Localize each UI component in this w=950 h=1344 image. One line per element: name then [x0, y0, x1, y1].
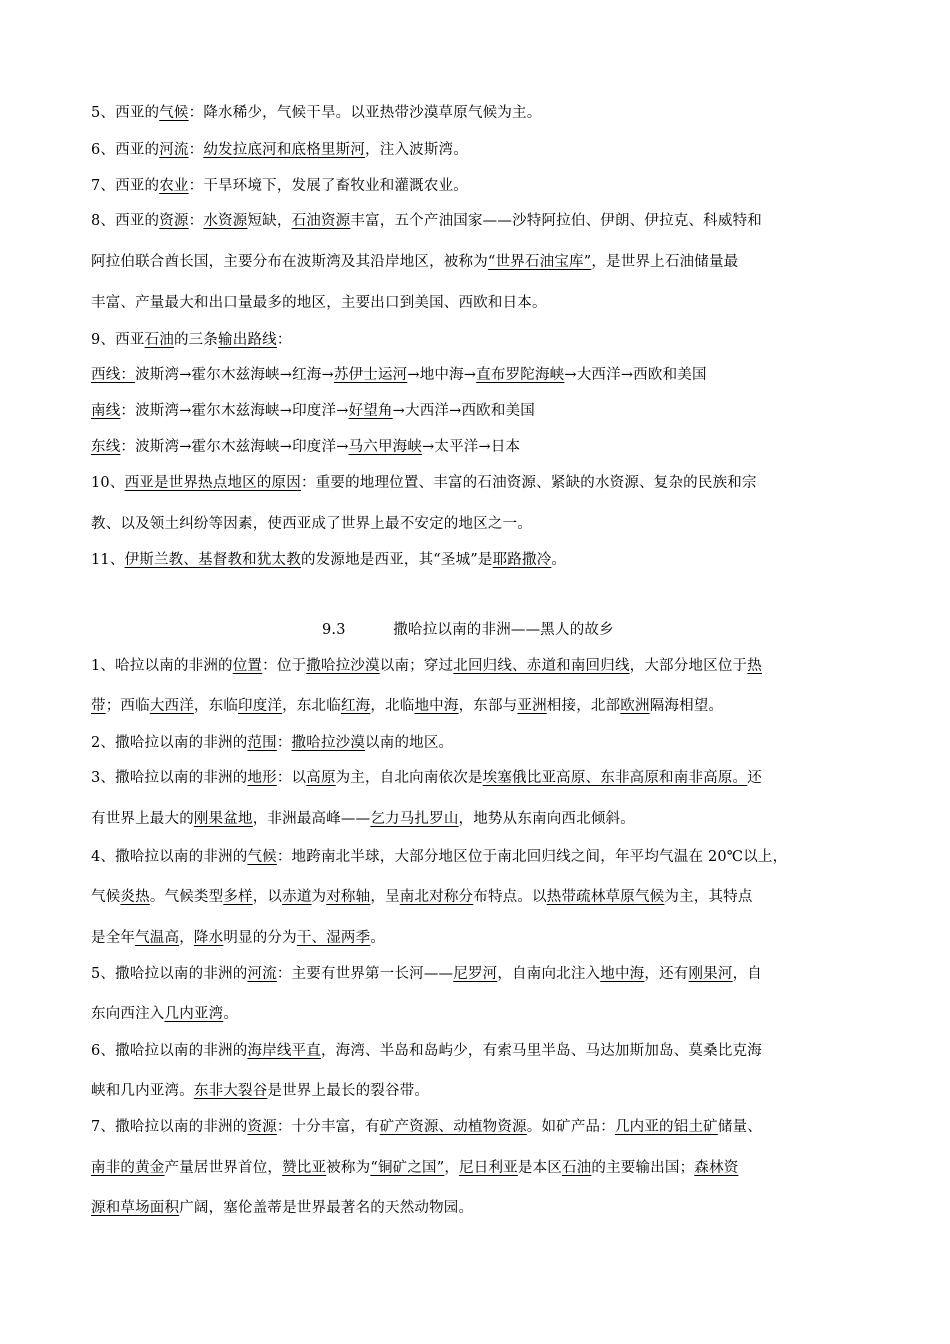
text-line: [91, 733, 871, 753]
key-term: 带: [91, 698, 106, 714]
text-line: [91, 550, 871, 570]
key-term: 海岸线平直: [247, 1043, 321, 1059]
text-run: 波斯湾→霍尔木兹海峡→红海→: [135, 367, 334, 383]
text-run: 布特点。以: [473, 889, 547, 905]
key-term: 伊斯兰教、基督教和犹太教: [124, 552, 301, 568]
key-term: 赞比亚: [282, 1160, 327, 1176]
key-term: 输出路线: [218, 332, 277, 348]
text-run: 8、西亚的: [91, 213, 160, 229]
text-run: ：: [276, 332, 292, 348]
text-run: 广阔，塞伦盖蒂是世界最著名的天然动物园。: [179, 1200, 474, 1216]
text-run: 以南；穿过: [379, 658, 454, 674]
text-run: 。: [551, 552, 567, 568]
key-term: 耶路撒冷: [492, 552, 552, 568]
key-term: 降水: [193, 930, 224, 946]
text-line: [91, 1198, 871, 1218]
key-term: 南非的黄金: [91, 1160, 165, 1176]
key-term: 河流: [159, 142, 189, 158]
text-run: 3、撒哈拉以南的非洲的: [91, 770, 248, 786]
key-term: 尼罗河: [453, 966, 498, 982]
text-run: ，注入波斯湾。: [365, 142, 468, 158]
key-term: 水资源: [203, 213, 248, 229]
text-run: ：: [188, 213, 204, 229]
text-run: ：: [276, 735, 292, 751]
text-run: 气候: [91, 889, 121, 905]
text-line: [91, 473, 871, 493]
text-run: 是世界上最长的裂谷带。: [267, 1083, 430, 1099]
text-run: 阿拉伯联合酋长国，主要分布在波斯湾及其沿岸地区，被称为: [91, 254, 488, 270]
text-run: 。: [370, 930, 386, 946]
text-run: →地中海→: [407, 367, 477, 383]
key-term: 河流: [247, 966, 277, 982]
key-term: 资源: [159, 213, 189, 229]
key-term: 南北对称分: [399, 889, 474, 905]
text-run: 6、西亚的: [91, 142, 160, 158]
text-line: [91, 1004, 871, 1024]
text-run: ：: [188, 142, 204, 158]
text-line: [91, 103, 871, 123]
key-term: 石油资源: [291, 213, 351, 229]
text-run: ，海湾、半岛和岛屿少，有索马里半岛、马达加斯加岛、莫桑比克海: [320, 1043, 762, 1059]
text-run: ：主要有世界第一长河——: [276, 966, 454, 982]
text-line: [91, 887, 871, 907]
key-term: 乞力马扎罗山: [370, 811, 459, 827]
key-term: 西亚是世界热点地区的原因: [124, 475, 301, 491]
key-term: 直布罗陀海峡: [476, 367, 565, 383]
key-term: 源和草场面积: [91, 1200, 180, 1216]
key-term: 东线: [91, 439, 121, 455]
text-line: [91, 964, 871, 984]
text-run: ：位于: [262, 658, 307, 674]
section-number: 9.3: [322, 622, 346, 638]
text-line: [91, 252, 871, 272]
text-run: 为主，其特点: [664, 889, 753, 905]
text-run: ，东临: [193, 698, 239, 714]
text-run: 2、撒哈拉以南的非洲的: [91, 735, 248, 751]
key-term: 干、湿两季: [296, 930, 371, 946]
key-term: 位置: [232, 658, 263, 674]
text-line: [91, 1158, 871, 1178]
key-term: 气温高: [135, 930, 180, 946]
text-run: →大西洋→西欧和美国: [564, 367, 707, 383]
text-run: ：以: [276, 770, 307, 786]
text-run: ：十分丰富，有: [276, 1119, 380, 1135]
key-term: 炎热: [120, 889, 150, 905]
text-run: 有世界上最大的: [91, 811, 194, 827]
text-run: 丰富，五个产油国家——沙特阿拉伯、伊朗、伊拉克、科威特和: [350, 213, 762, 229]
text-line: [91, 365, 871, 385]
key-term: “铜矿之国”: [370, 1160, 445, 1176]
text-line: [91, 809, 871, 829]
key-term: 好望角: [348, 403, 393, 419]
key-term: 对称轴: [326, 889, 371, 905]
text-line: [91, 401, 871, 421]
key-term: 农业: [159, 178, 189, 194]
text-run: 储量、: [717, 1119, 762, 1135]
key-term: 矿产资源、动植物资源: [379, 1119, 527, 1135]
key-term: 高原: [306, 770, 336, 786]
text-run: →太平洋→日本: [422, 439, 521, 455]
text-run: 为: [311, 889, 327, 905]
key-term: 地中海: [600, 966, 645, 982]
text-line: [91, 176, 871, 196]
key-term: 赤道: [282, 889, 312, 905]
text-run: 。: [223, 1006, 239, 1022]
text-run: 隔海相望。: [649, 698, 724, 714]
key-term: 多样: [223, 889, 253, 905]
text-line: [91, 1081, 871, 1101]
text-run: 4、撒哈拉以南的非洲的: [91, 849, 248, 865]
key-term: 气候: [159, 105, 189, 121]
text-run: 东向西注入: [91, 1006, 165, 1022]
text-line: [91, 928, 871, 948]
text-run: 峡和几内亚湾。: [91, 1083, 194, 1099]
text-run: 7、撒哈拉以南的非洲的: [91, 1119, 248, 1135]
section-heading: [322, 620, 722, 640]
text-run: 还: [747, 770, 762, 786]
key-term: 东非大裂谷: [193, 1083, 268, 1099]
text-run: ，: [444, 1160, 460, 1176]
text-run: ，地势从东南向西北倾斜。: [458, 811, 635, 827]
key-term: 森林资: [694, 1160, 739, 1176]
key-term: 西线：: [91, 367, 136, 383]
text-run: ，以: [252, 889, 283, 905]
text-run: 。气候类型: [149, 889, 224, 905]
key-term: 刚果河: [688, 966, 733, 982]
text-run: 为主，自北向南依次是: [335, 770, 483, 786]
key-term: 资源: [247, 1119, 277, 1135]
key-term: 气候: [247, 849, 277, 865]
text-run: 5、西亚的: [91, 105, 160, 121]
text-run: ，: [179, 930, 194, 946]
section-title: 撒哈拉以南的非洲——黑人的故乡: [393, 622, 614, 638]
text-line: [91, 140, 871, 160]
key-term: 撒哈拉沙漠: [291, 735, 366, 751]
key-term: 马六甲海峡: [348, 439, 423, 455]
text-run: 短缺，: [247, 213, 292, 229]
key-term: 地中海: [414, 698, 459, 714]
text-run: ，东部与: [458, 698, 518, 714]
key-term: 埃塞俄比亚高原、东非高原和南非高原。: [482, 770, 748, 786]
text-run: 明显的分为: [223, 930, 297, 946]
text-run: ：波斯湾→霍尔木兹海峡→印度洋→: [120, 403, 349, 419]
key-term: 南线: [91, 403, 121, 419]
text-run: 。如矿产品：: [526, 1119, 615, 1135]
text-run: ：干旱环境下，发展了畜牧业和灌溉农业。: [188, 178, 468, 194]
key-term: “世界石油宝库”: [487, 254, 592, 270]
key-term: 刚果盆地: [193, 811, 253, 827]
text-line: [91, 696, 871, 716]
text-run: 教、以及领土纠纷等因素，使西亚成了世界上最不安定的地区之一。: [91, 516, 532, 532]
text-run: 11、: [91, 552, 125, 568]
key-term: 幼发拉底河和底格里斯河: [203, 142, 366, 158]
key-term: 尼日利亚: [459, 1160, 518, 1176]
text-line: [91, 656, 871, 676]
text-run: 7、西亚的: [91, 178, 160, 194]
key-term: 印度洋: [238, 698, 283, 714]
text-line: [91, 211, 871, 231]
text-line: [91, 768, 871, 788]
text-run: 的发源地是西亚，其“圣城”是: [300, 552, 493, 568]
text-line: [91, 1117, 871, 1137]
key-term: 红海: [340, 698, 371, 714]
text-run: 10、: [91, 475, 125, 491]
text-run: ：地跨南北半球，大部分地区位于南北回归线之间，年平均气温在 20℃以上，: [276, 849, 788, 865]
text-run: 6、撒哈拉以南的非洲的: [91, 1043, 248, 1059]
text-run: ：降水稀少，气候干旱。以亚热带沙漠草原气候为主。: [188, 105, 542, 121]
text-run: ，北临: [370, 698, 415, 714]
text-run: 5、撒哈拉以南的非洲的: [91, 966, 248, 982]
text-run: →大西洋→西欧和美国: [392, 403, 535, 419]
key-term: 欧洲: [620, 698, 650, 714]
text-run: 被称为: [326, 1160, 371, 1176]
text-run: 1、哈拉以南的非洲的: [91, 658, 233, 674]
text-run: 丰富、产量最大和出口量最多的地区，主要出口到美国、西欧和日本。: [91, 295, 547, 311]
key-term: 热带疏林草原气候: [546, 889, 665, 905]
text-run: 是本区: [517, 1160, 562, 1176]
key-term: 热: [747, 658, 762, 674]
text-run: 产量居世界首位，: [164, 1160, 283, 1176]
text-line: [91, 293, 871, 313]
text-run: ，自南向北注入: [497, 966, 601, 982]
text-run: ，呈: [370, 889, 400, 905]
text-run: ，非洲最高峰——: [252, 811, 371, 827]
text-line: [91, 514, 871, 534]
text-run: 9、西亚: [91, 332, 145, 348]
key-term: 石油: [144, 332, 174, 348]
text-line: [91, 1041, 871, 1061]
key-term: 几内亚的铝土矿: [614, 1119, 718, 1135]
text-run: 的主要输出国；: [591, 1160, 695, 1176]
key-term: 范围: [247, 735, 277, 751]
text-line: [91, 330, 871, 350]
text-line: [91, 847, 871, 867]
text-run: 是全年: [91, 930, 136, 946]
key-term: 北回归线、赤道和南回归线: [453, 658, 630, 674]
key-term: 苏伊士运河: [333, 367, 408, 383]
key-term: 几内亚湾: [164, 1006, 224, 1022]
text-run: ，还有: [644, 966, 689, 982]
text-run: ：波斯湾→霍尔木兹海峡→印度洋→: [120, 439, 349, 455]
text-run: 的三条: [173, 332, 219, 348]
text-run: ，大部分地区位于: [629, 658, 748, 674]
key-term: 亚洲: [517, 698, 547, 714]
key-term: 撒哈拉沙漠: [306, 658, 380, 674]
text-run: 以南的地区。: [365, 735, 454, 751]
text-run: ：重要的地理位置、丰富的石油资源、紧缺的水资源、复杂的民族和宗: [300, 475, 757, 491]
text-run: ；西临: [105, 698, 150, 714]
key-term: 地形: [247, 770, 277, 786]
text-line: [91, 437, 871, 457]
text-run: ，东北临: [282, 698, 341, 714]
text-run: ，是世界上石油储量最: [591, 254, 739, 270]
text-run: 相接，北部: [546, 698, 621, 714]
key-term: 石油: [561, 1160, 592, 1176]
text-run: ，自: [732, 966, 762, 982]
key-term: 大西洋: [149, 698, 194, 714]
